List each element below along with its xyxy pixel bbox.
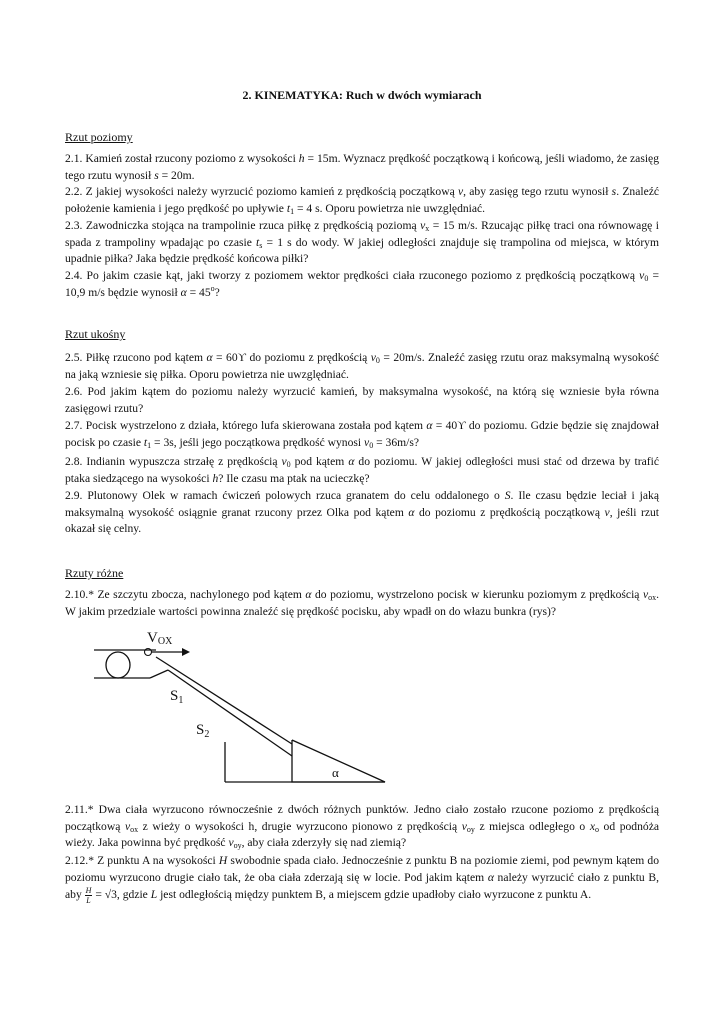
section-heading-oblique: Rzut ukośny: [65, 327, 126, 341]
problem-2-5: 2.5. Piłkę rzucono pod kątem α = 60ϒ do poziomu z prędkością $v_0 = 20m/s$. Znaleźć zasięg rzutu oraz maksymalną wysokość na jaką wzniesie się piłka. Oporu powietrza nie uwzględniać.: [65, 351, 660, 381]
slope-lower-line: [168, 670, 292, 756]
problem-2-11: 2.11.* Dwa ciała wyrzucono równocześnie z dwóch różnych punktów. Jedno ciało zostało rzucone poziomo z prędkością początkową $v_{ox}$ z wieży o wysokości h, drugie wyrzucono pionowo z prędkością $v_{oy}$ z miejsca odległego o $x_o$ od podnóża wieży. Jaka powinna być prędkość $v_{oy}$, aby ciała zderzyły się nad ziemią?: [65, 803, 659, 850]
problem-2-10: 2.10.* Ze szczytu zbocza, nachylonego pod kątem α do poziomu, wystrzelono pocisk w kierunku poziomym z prędkością $v_{ox}$. W jakim przedziale wartości powinna znaleźć się prędkość pocisku, aby wpadł on do włazu bunkra (rys)?: [65, 588, 659, 618]
problem-2-12: 2.12.* Z punktu A na wysokości H swobodnie spada ciało. Jednocześnie z punktu B na poziomie ziemi, pod pewnym kątem do poziomu wyrzucono drugie ciało tak, że oba ciała zderzają się w locie. Pod jakim kątem α należy wyrzucić ciało z punktu B, aby $\frac{H}{L}$ = √3, gdzie L jest odległością między punktem B, a miejscem gdzie upadłoby ciało wyrzucone z punktu A.: [65, 854, 659, 905]
s2-label: $S_2$: [196, 722, 210, 740]
problem-2-8: 2.8. Indianin wypuszcza strzałę z prędkością $v_0$ pod kątem α do poziomu. W jakiej odległości musi stać od drzewa by trafić ptaka siedzącego na wysokości h? Ile czasu ma ptak na ucieczkę?: [65, 455, 659, 485]
problem-2-1: 2.1. Kamień został rzucony poziomo z wysokości h = 15m. Wyznacz prędkość początkową i końcową, jeśli wiadomo, że zasięg tego rzutu wynosił s = 20m.: [65, 152, 659, 182]
problem-2-9: 2.9. Plutonowy Olek w ramach ćwiczeń polowych rzuca granatem do celu oddalonego o S. Ile czasu będzie leciał i jaką maksymalną wysokość osiągnie granat rzucony przez Olka pod kątem α do poziomu z prędkością początkową v, jeśli rzut okazał się celny.: [65, 489, 659, 535]
section-heading-various: Rzuty różne: [65, 566, 124, 580]
fraction-h-over-l: $\frac{H}{L}$: [85, 886, 92, 905]
velocity-label: VOX: [147, 630, 173, 647]
cliff-edge-line: [150, 670, 168, 678]
section-heading-horizontal: Rzut poziomy: [65, 130, 133, 144]
problem-2-4: 2.4. Po jakim czasie kąt, jaki tworzy z poziomem wektor prędkości ciała rzuconego poziomo z prędkością początkową $v_0 = 10,9$ m/s będzie wynosił $\alpha = 45^o$?: [65, 269, 660, 299]
alpha-label: α: [332, 765, 339, 780]
problem-2-2: 2.2. Z jakiej wysokości należy wyrzucić poziomo kamień z prędkością początkową v, aby zasięg tego rzutu wynosił s. Znaleźć położenie kamienia i jego prędkość po upływie $t_1 = 4$ s. Oporu powietrza nie uwzględniać.: [65, 185, 660, 216]
bunker-slope-figure: [60, 620, 400, 790]
s1-label: $S_1$: [170, 688, 184, 706]
problem-2-7: 2.7. Pocisk wystrzelono z działa, którego lufa skierowana została pod kątem α = 40ϒ do poziomu. Gdzie będzie się znajdował pocisk po czasie $t_1 = 3s$, jeśli jego początkowa prędkość wynosi $v_0 = 36m/s$?: [65, 419, 659, 450]
velocity-arrowhead: [182, 648, 190, 656]
problem-2-6: 2.6. Pod jakim kątem do poziomu należy wyrzucić kamień, by maksymalna wysokość, na którą się wzniesie była równa zasięgowi rzutu?: [65, 385, 659, 415]
page-title: 2. KINEMATYKA: Ruch w dwóch wymiarach: [242, 88, 482, 102]
problem-2-3: 2.3. Zawodniczka stojąca na trampolinie rzuca piłkę z prędkością poziomą $v_x = 15$ m/s. Rzucając piłkę traci ona równowagę i spada z trampoliny wpadając po czasie $t_s = 1$ s do wody. W jakiej odległości znajduje się trampolina od miejsca, w którym upadnie piłka? Jaka będzie prędkość końcowa piłki?: [65, 219, 659, 265]
cannon-wheel: [106, 652, 130, 678]
